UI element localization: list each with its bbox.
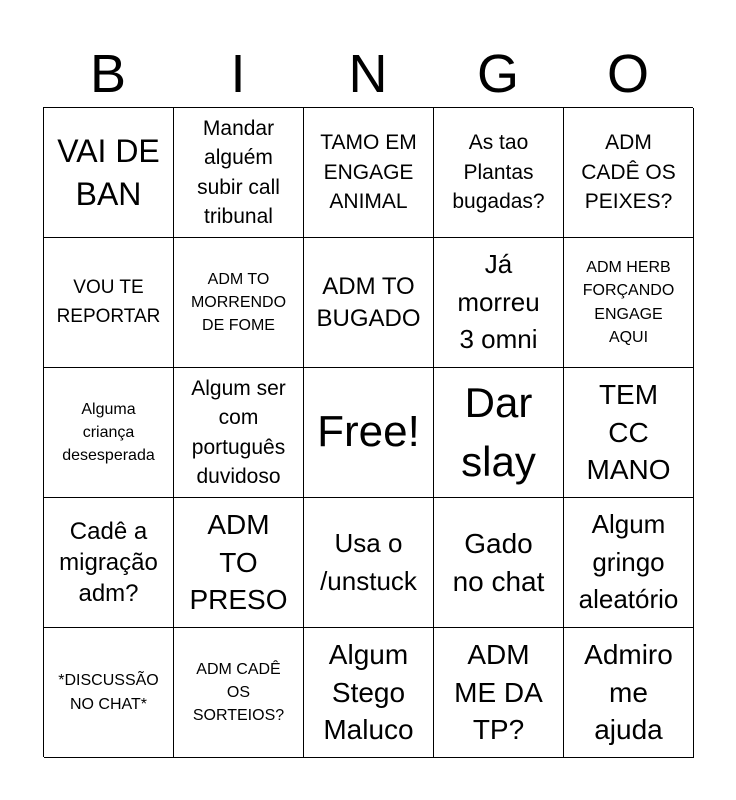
bingo-cell-r0-c4[interactable]: ADM CADÊ OS PEIXES?	[564, 108, 694, 238]
bingo-cell-r4-c1[interactable]: ADM CADÊ OS SORTEIOS?	[174, 628, 304, 758]
header-letter-b: B	[89, 44, 127, 104]
bingo-cell-r2-c1[interactable]: Algum ser com português duvidoso	[174, 368, 304, 498]
header-letter-i: I	[230, 44, 246, 104]
bingo-cell-r3-c0[interactable]: Cadê a migração adm?	[44, 498, 174, 628]
bingo-cell-r1-c2[interactable]: ADM TO BUGADO	[304, 238, 434, 368]
bingo-cell-r1-c4[interactable]: ADM HERB FORÇANDO ENGAGE AQUI	[564, 238, 694, 368]
bingo-cell-free[interactable]: Free!	[304, 368, 434, 498]
header-letter-n: N	[348, 44, 388, 104]
bingo-header	[43, 40, 693, 108]
bingo-cell-r4-c3[interactable]: ADM ME DA TP?	[434, 628, 564, 758]
bingo-board	[43, 107, 693, 757]
bingo-cell-r3-c3[interactable]: Gado no chat	[434, 498, 564, 628]
bingo-cell-r0-c2[interactable]: TAMO EM ENGAGE ANIMAL	[304, 108, 434, 238]
bingo-cell-r4-c2[interactable]: Algum Stego Maluco	[304, 628, 434, 758]
bingo-cell-r2-c0[interactable]: Alguma criança desesperada	[44, 368, 174, 498]
bingo-cell-r4-c0[interactable]: *DISCUSSÃO NO CHAT*	[44, 628, 174, 758]
bingo-cell-r0-c3[interactable]: As tao Plantas bugadas?	[434, 108, 564, 238]
bingo-cell-r3-c2[interactable]: Usa o /unstuck	[304, 498, 434, 628]
bingo-cell-r2-c4[interactable]: TEM CC MANO	[564, 368, 694, 498]
bingo-cell-r1-c3[interactable]: Já morreu 3 omni	[434, 238, 564, 368]
bingo-cell-r1-c1[interactable]: ADM TO MORRENDO DE FOME	[174, 238, 304, 368]
bingo-cell-r0-c0[interactable]: VAI DE BAN	[44, 108, 174, 238]
header-letter-o: O	[606, 44, 649, 104]
bingo-cell-r1-c0[interactable]: VOU TE REPORTAR	[44, 238, 174, 368]
bingo-cell-r3-c4[interactable]: Algum gringo aleatório	[564, 498, 694, 628]
bingo-cell-r4-c4[interactable]: Admiro me ajuda	[564, 628, 694, 758]
bingo-cell-r2-c3[interactable]: Dar slay	[434, 368, 564, 498]
bingo-cell-r3-c1[interactable]: ADM TO PRESO	[174, 498, 304, 628]
header-letter-g: G	[476, 44, 519, 104]
bingo-cell-r0-c1[interactable]: Mandar alguém subir call tribunal	[174, 108, 304, 238]
